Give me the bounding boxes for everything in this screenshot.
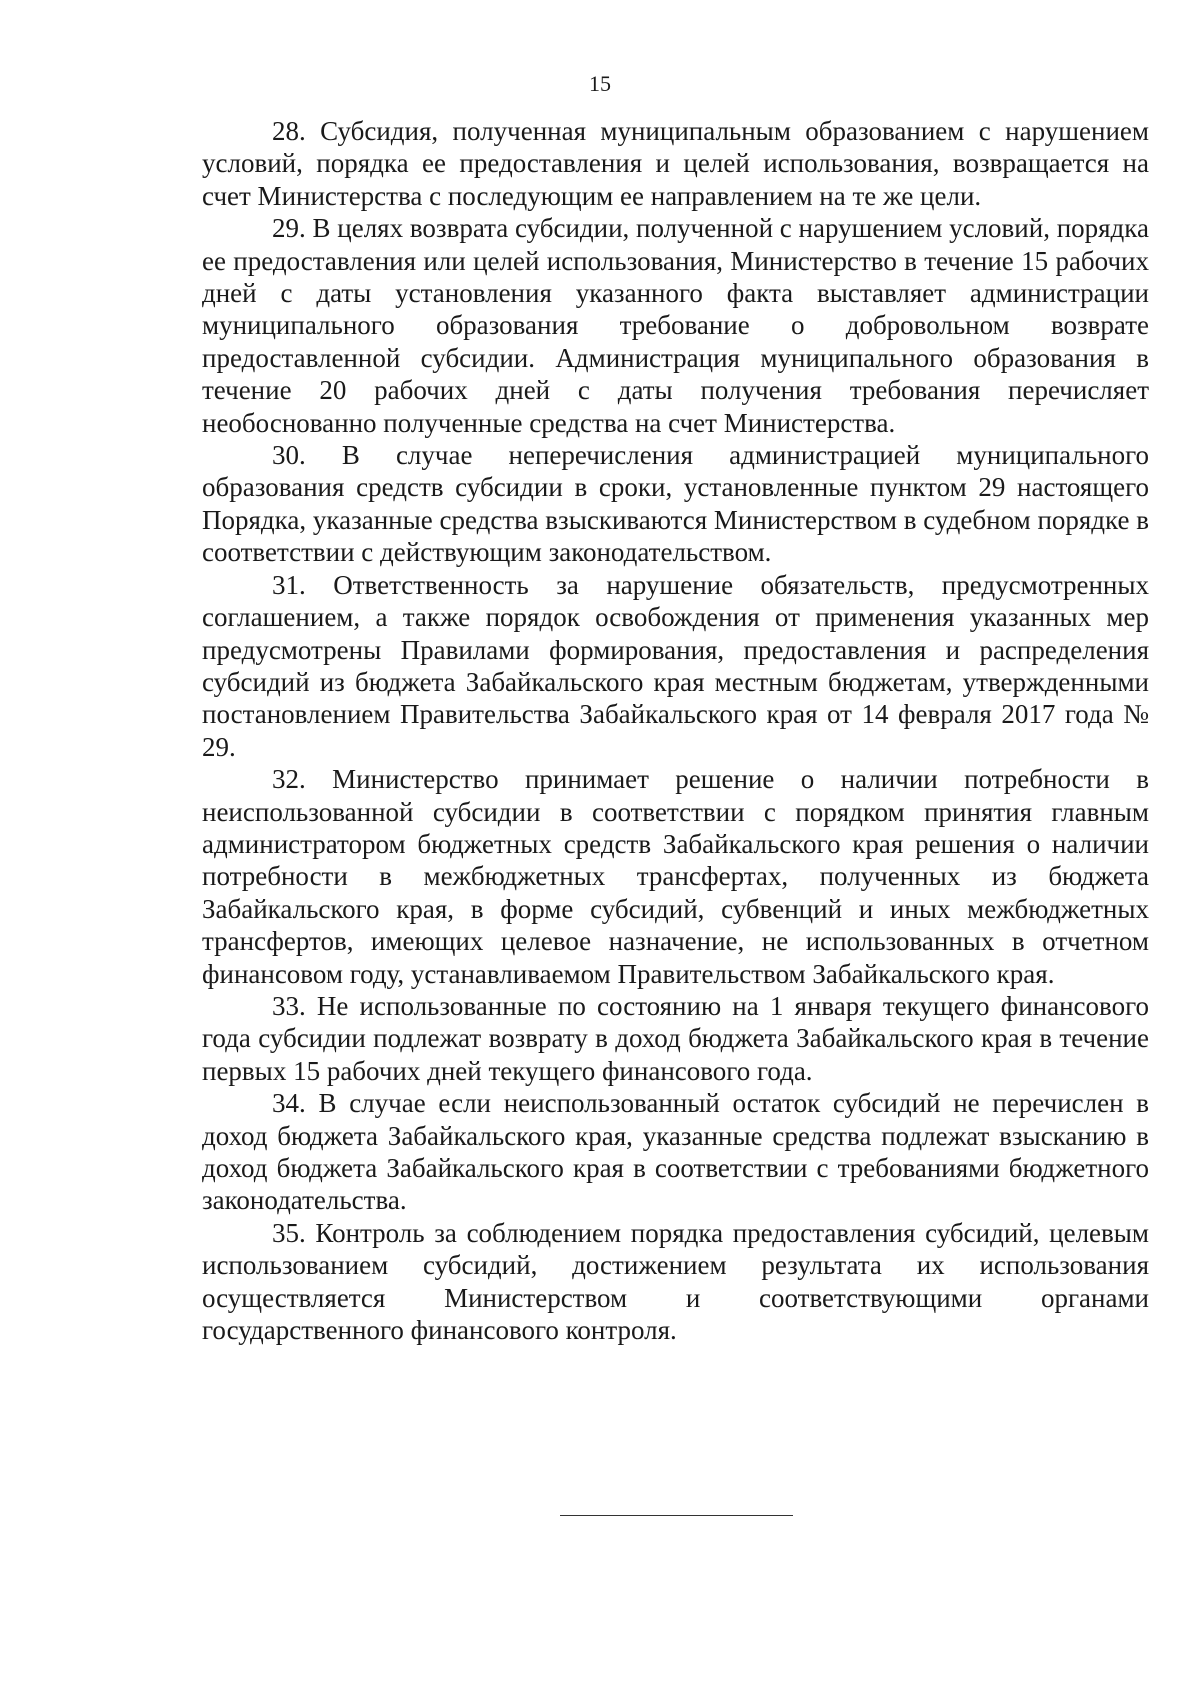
paragraph-28: 28. Субсидия, полученная муниципальным образованием с нарушением условий, порядка ее предоставления и целей использования, возвращается на счет Министерства с последующим ее направлением на те же цели. <box>202 116 1149 211</box>
end-of-document-rule <box>560 1515 793 1516</box>
paragraph-29: 29. В целях возврата субсидии, полученной с нарушением условий, порядка ее предоставления или целей использования, Министерство в течение 15 рабочих дней с даты установления указанного факта выставляет администрации муниципального образования требование о добровольном возврате предоставленной субсидии. Администрация муниципального образования в течение 20 рабочих дней с даты получения требования перечисляет необоснованно полученные средства на счет Министерства. <box>202 213 1149 438</box>
document-body <box>202 115 1149 1346</box>
paragraph-31: 31. Ответственность за нарушение обязательств, предусмотренных соглашением, а также порядок освобождения от применения указанных мер предусмотрены Правилами формирования, предоставления и распределения субсидий из бюджета Забайкальского края местным бюджетам, утвержденными постановлением Правительства Забайкальского края от 14 февраля 2017 года № 29. <box>202 569 1149 762</box>
page-number: 15 <box>589 71 611 96</box>
paragraph-30: 30. В случае неперечисления администрацией муниципального образования средств субсидии в сроки, установленные пунктом 29 настоящего Порядка, указанные средства взыскиваются Министерством в судебном порядке в соответствии с действующим законодательством. <box>202 440 1149 568</box>
paragraph-32: 32. Министерство принимает решение о наличии потребности в неиспользованной субсидии в соответствии с порядком принятия главным администратором бюджетных средств Забайкальского края решения о наличии потребности в межбюджетных трансфертах, полученных из бюджета Забайкальского края, в форме субсидий, субвенций и иных межбюджетных трансфертов, имеющих целевое назначение, не использованных в отчетном финансовом году, устанавливаемом Правительством Забайкальского края. <box>202 764 1149 989</box>
paragraph-34: 34. В случае если неиспользованный остаток субсидий не перечислен в доход бюджета Забайкальского края, указанные средства подлежат взысканию в доход бюджета Забайкальского края в соответствии с требованиями бюджетного законодательства. <box>202 1088 1149 1216</box>
paragraph-33: 33. Не использованные по состоянию на 1 января текущего финансового года субсидии подлежат возврату в доход бюджета Забайкальского края в течение первых 15 рабочих дней текущего финансового года. <box>202 990 1149 1086</box>
paragraph-35: 35. Контроль за соблюдением порядка предоставления субсидий, целевым использованием субсидий, достижением результата их использования осуществляется Министерством и соответствующими органами государственного финансового контроля. <box>202 1217 1149 1346</box>
